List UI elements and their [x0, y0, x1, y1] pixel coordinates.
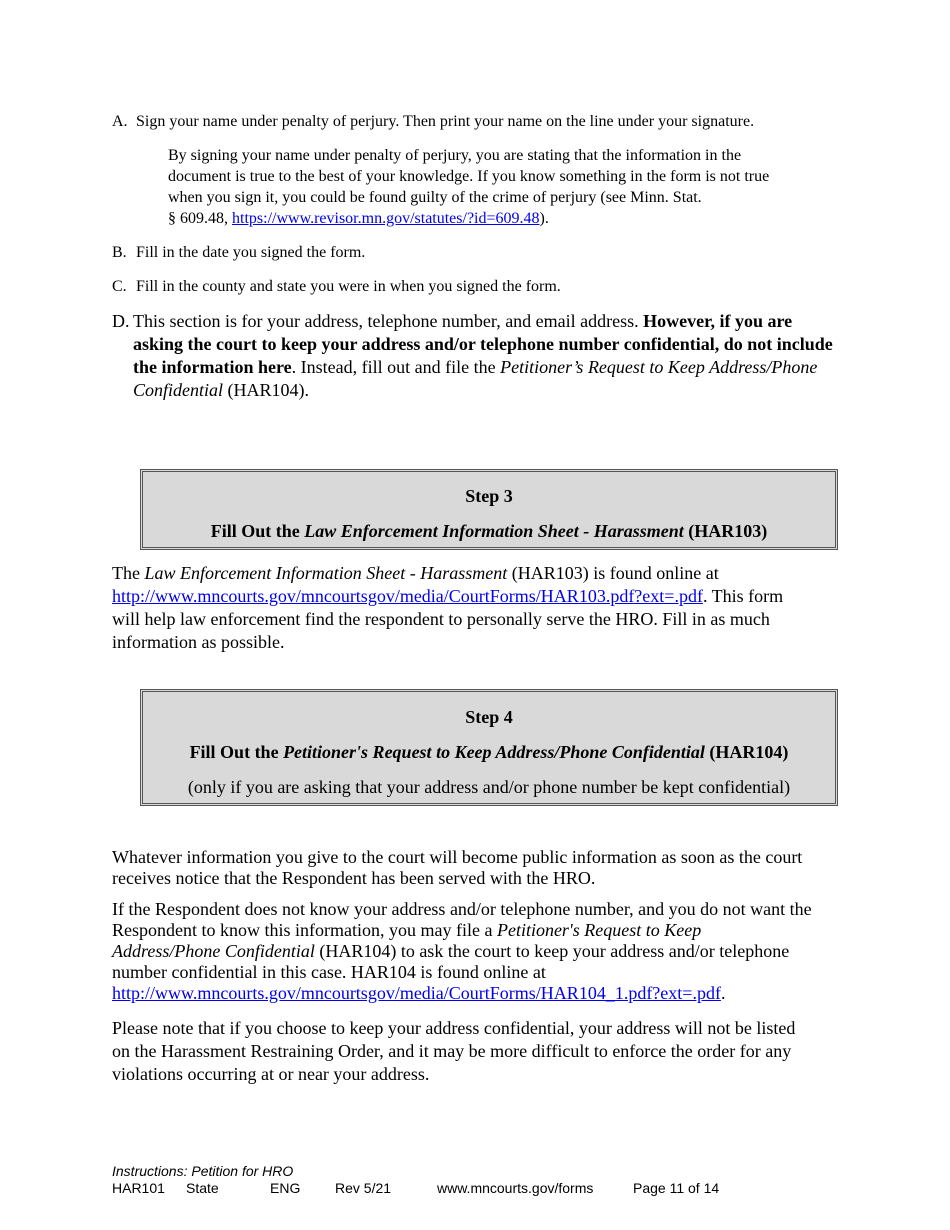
text-line: The Law Enforcement Information Sheet - Harassment (HAR103) is found online at [112, 563, 719, 583]
footer-website: www.mncourts.gov/forms [437, 1180, 594, 1196]
step-subtitle: (only if you are asking that your address and/or phone number be kept confidential) [187, 777, 791, 797]
note-line: when you sign it, you could be found guilty of the crime of perjury (see Minn. Stat. [168, 189, 702, 206]
instruction-item-b [112, 243, 842, 263]
text-line: information as possible. [112, 632, 285, 652]
text-line: will help law enforcement find the respondent to personally serve the HRO. Fill in as much [112, 609, 770, 629]
instruction-item-a [112, 112, 842, 132]
footer-title: Instructions: Petition for HRO [112, 1163, 294, 1179]
footer-jurisdiction: State [186, 1180, 219, 1196]
instruction-item-c [112, 277, 842, 297]
item-label: C. [112, 278, 127, 295]
perjury-note [168, 145, 828, 229]
har103-form-link[interactable]: http://www.mncourts.gov/mncourtsgov/media/CourtForms/HAR103.pdf?ext=.pdf [112, 586, 703, 606]
item-label: A. [112, 113, 128, 130]
note-line: document is true to the best of your knowledge. If you know something in the form is not true [168, 168, 770, 185]
item-label: B. [112, 244, 127, 261]
footer-revision: Rev 5/21 [335, 1180, 392, 1196]
item-text: Fill in the date you signed the form. [136, 244, 366, 261]
note-line: § 609.48, https://www.revisor.mn.gov/statutes/?id=609.48). [168, 210, 549, 227]
step-3-box [140, 469, 838, 550]
item-label: D. [112, 311, 130, 331]
footer-language: ENG [270, 1180, 301, 1196]
har104-form-link[interactable]: http://www.mncourts.gov/mncourtsgov/media/CourtForms/HAR104_1.pdf?ext=.pdf [112, 983, 721, 1003]
step-title: Fill Out the Petitioner's Request to Keep Address/Phone Confidential (HAR104) [189, 742, 789, 762]
note-line: By signing your name under penalty of perjury, you are stating that the information in the [168, 147, 742, 164]
confidential-request-paragraph: If the Respondent does not know your address and/or telephone number, and you do not want the Respondent to know this information, you may file a Petitioner's Request to Keep Address/Phone Confidential (HAR104) to ask the court to keep your address and/or telephone number confidential in this case. HAR104 is found online at http://www.mncourts.gov/mncourtsgov/media/CourtForms/HAR104_1.pdf?ext=.pdf. [112, 899, 812, 1003]
footer-form-id: HAR101 [112, 1180, 165, 1196]
step-title: Fill Out the Law Enforcement Information Sheet - Harassment (HAR103) [210, 521, 768, 541]
step-4-box [140, 689, 838, 806]
footer-page-number: Page 11 of 14 [633, 1180, 720, 1196]
step-3-description [112, 562, 842, 654]
item-text: Sign your name under penalty of perjury. Then print your name on the line under your signature. [136, 113, 755, 130]
step-heading: Step 3 [465, 486, 513, 506]
item-text: Fill in the county and state you were in when you signed the form. [136, 278, 561, 295]
step-heading: Step 4 [465, 707, 513, 727]
revisor-statute-link[interactable]: https://www.revisor.mn.gov/statutes/?id=609.48 [232, 210, 540, 227]
item-text: This section is for your address, telephone number, and email address. However, if you are asking the court to keep your address and/or telephone number confidential, do not include the information here. Instead, fill out and file the Petitioner’s Request to Keep Address/Phone Confidential (HAR104). [133, 311, 833, 400]
note-paragraph: Please note that if you choose to keep your address confidential, your address will not be listed on the Harassment Restraining Order, and it may be more difficult to enforce the order for any violations occurring at or near your address. [112, 1018, 796, 1084]
text-line: http://www.mncourts.gov/mncourtsgov/media/CourtForms/HAR103.pdf?ext=.pdf. This form [112, 586, 784, 606]
public-info-paragraph: Whatever information you give to the court will become public information as soon as the court receives notice that the Respondent has been served with the HRO. [112, 847, 803, 888]
instruction-item-d [112, 310, 842, 402]
